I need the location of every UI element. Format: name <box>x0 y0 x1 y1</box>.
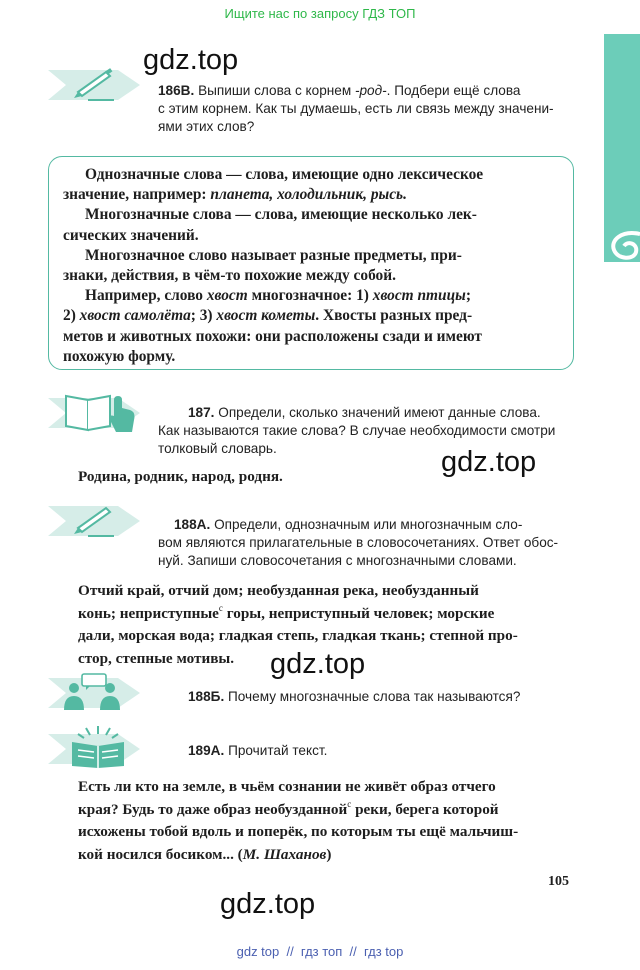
task-189a: 189А. Прочитай текст. <box>188 743 328 758</box>
words-187: Родина, родник, народ, родня. <box>78 468 283 485</box>
watermark: gdz.top <box>441 446 537 478</box>
task-188a: 188А. Определи, однозначным или многозначным сло- вом являются прилагательные в словосочетаниях. Ответ обос- нуй. Запиши словосочетания с многозначными словами. <box>158 517 559 568</box>
pencil-write-icon <box>48 64 144 106</box>
dialogue-people-icon <box>48 672 144 714</box>
watermark: gdz.top <box>220 888 316 920</box>
top-banner[interactable]: Ищите нас по запросу ГДЗ ТОП <box>224 6 416 21</box>
task-number: 187. <box>188 405 215 420</box>
swirl-icon <box>604 34 640 262</box>
task-number: 188А. <box>174 517 211 532</box>
book-pointer-icon <box>48 390 144 436</box>
page-number: 105 <box>548 874 569 889</box>
watermark: gdz.top <box>270 648 366 680</box>
text-189a: Есть ли кто на земле, в чьём сознании не живёт образ отчего края? Будь то даже образ необузданной$^с$ реки, берега которой исхожены тобой вдоль и поперёк, по которым ты ещё мальчиш- кой носился босиком... (М. Шаханов) <box>78 778 519 863</box>
reading-book-icon <box>48 724 144 770</box>
task-number: 186В. <box>158 83 195 98</box>
task-number: 188Б. <box>188 689 225 704</box>
pencil-write-icon <box>48 500 144 542</box>
exercise-188a: Отчий край, отчий дом; необузданная река, необузданный конь; неприступные$^с$ горы, неприступный человек; морские дали, морская вода; гладкая степь, гладкая ткань; степной про- стор, степные мотивы. <box>78 582 518 667</box>
task-186v: 186В. Выпиши слова с корнем -род-. Подбери ещё слова с этим корнем. Как ты думаешь, есть ли связь между значени- ями этих слов? <box>158 83 554 134</box>
task-188b: 188Б. Почему многозначные слова так называются? <box>188 689 521 704</box>
watermark: gdz.top <box>143 44 239 76</box>
bottom-links[interactable]: gdz top // гдз топ // гдз top <box>236 944 404 959</box>
task-number: 189А. <box>188 743 225 758</box>
task-187: 187. Определи, сколько значений имеют данные слова. Как называются такие слова? В случае необходимости смотри толковый словарь. <box>158 405 556 456</box>
side-tab <box>604 34 640 262</box>
rule-box: Однозначные слова — слова, имеющие одно лексическое значение, например: планета, холодильник, рысь. Многозначные слова — слова, имеющие несколько лек- сических значений. Многозначное слово называет разные предметы, при- знаки, действия, в чём-то похожие между собой. Например, слово хвост многозначное: 1) хвост птицы; 2) хвост самолёта; 3) хвост кометы. Хвосты разных пред- метов и животных похожи: они расположены сзади и имеют похожую форму. <box>48 156 574 370</box>
